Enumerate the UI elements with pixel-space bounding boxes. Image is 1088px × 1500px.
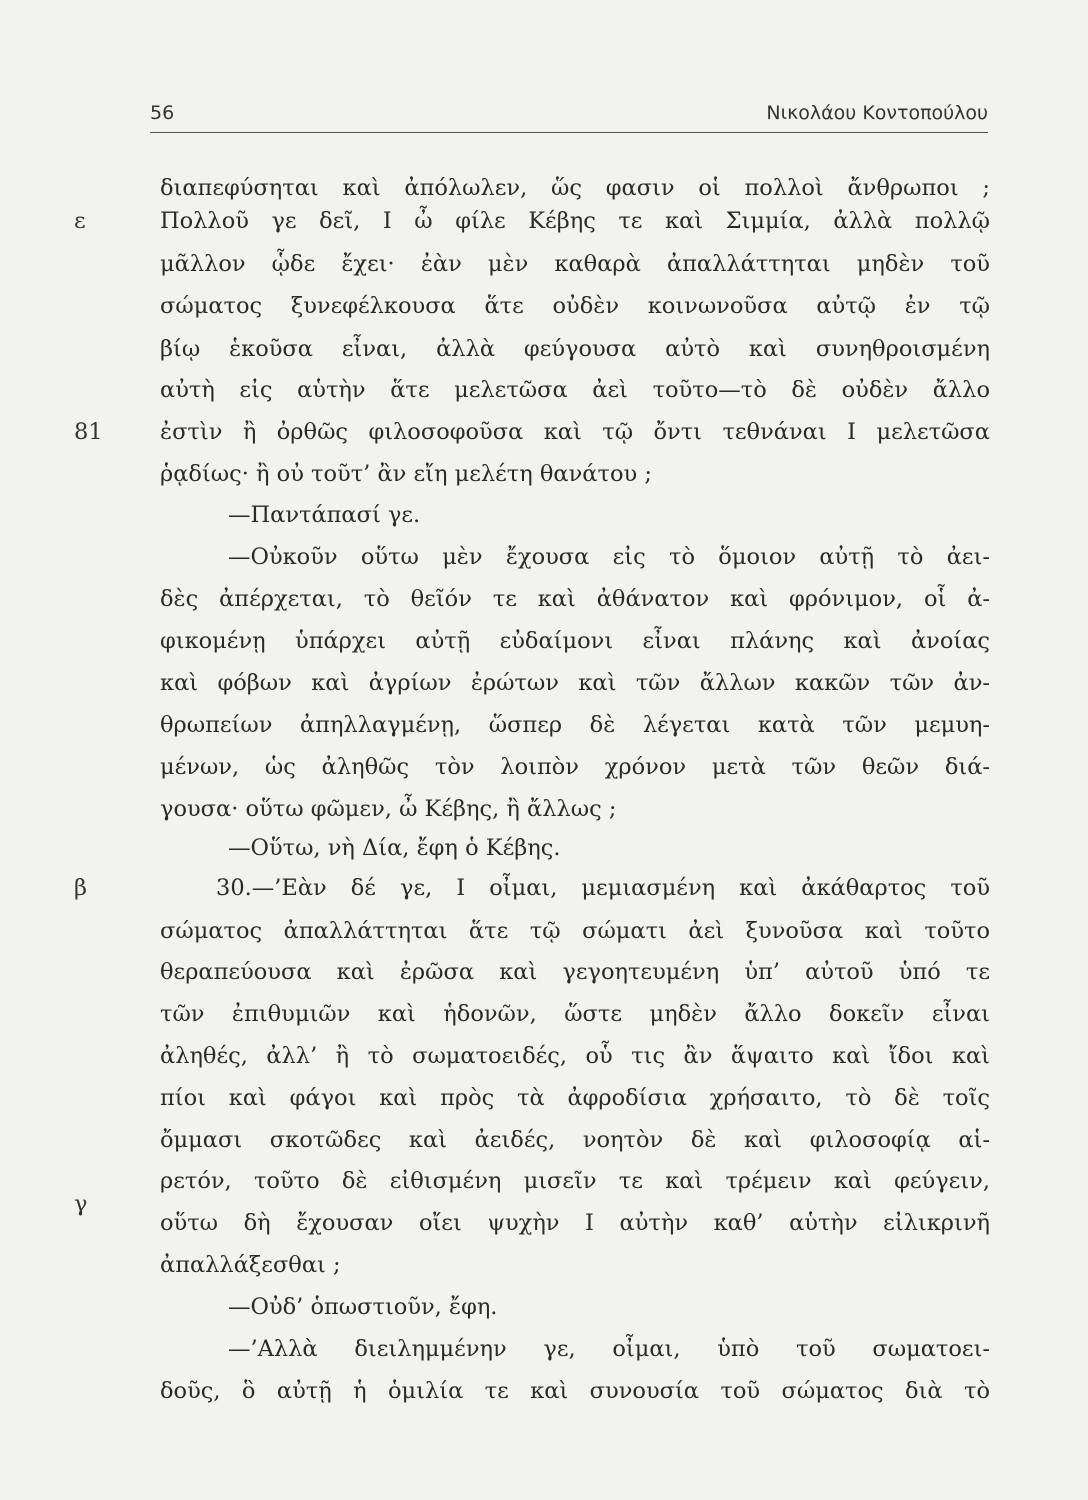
text-line: σώματος ξυνεφέλκουσα ἅτε οὐδὲν κοινωνοῦσα αὐτῷ ἐν τῷ [160, 293, 990, 319]
text-line: καὶ φόβων καὶ ἀγρίων ἐρώτων καὶ τῶν ἄλλων κακῶν τῶν ἀν- [160, 670, 990, 696]
margin-note-epsilon: ε [74, 208, 86, 234]
text-line: τῶν ἐπιθυμιῶν καὶ ἡδονῶν, ὥστε μηδὲν ἄλλο δοκεῖν εἶναι [160, 1001, 990, 1027]
text-line: ἐστὶν ἢ ὀρθῶς φιλοσοφοῦσα καὶ τῷ ὄντι τεθνάναι Ι μελετῶσα [160, 419, 990, 445]
text-line: αὐτὴ εἰς αὑτὴν ἅτε μελετῶσα ἀεὶ τοῦτο—τὸ δὲ οὐδὲν ἄλλο [160, 377, 990, 403]
text-line: μένων, ὡς ἀληθῶς τὸν λοιπὸν χρόνον μετὰ τῶν θεῶν διά- [160, 754, 990, 780]
text-line: ῥᾳδίως· ἢ οὐ τοῦτ’ ἂν εἴη μελέτη θανάτου ; [160, 461, 652, 487]
text-line: Πολλοῦ γε δεῖ, Ι ὦ φίλε Κέβης τε καὶ Σιμμία, ἀλλὰ πολλῷ [160, 208, 990, 234]
margin-note-81: 81 [74, 419, 103, 445]
text-line: γουσα· οὕτω φῶμεν, ὦ Κέβης, ἢ ἄλλως ; [160, 796, 617, 822]
text-line: θεραπεύουσα καὶ ἐρῶσα καὶ γεγοητευμένη ὑπ’ αὐτοῦ ὑπό τε [160, 959, 990, 985]
text-line: δὲς ἀπέρχεται, τὸ θεῖόν τε καὶ ἀθάνατον καὶ φρόνιμον, οἷ ἀ- [160, 586, 990, 612]
text-line: δοῦς, ὃ αὐτῇ ἡ ὁμιλία τε καὶ συνουσία τοῦ σώματος διὰ τὸ [160, 1378, 990, 1404]
running-head: Νικολάου Κοντοπούλου [766, 102, 988, 124]
dialogue-line: —Παντάπασί γε. [228, 502, 421, 528]
dialogue-line: —Οὐκοῦν οὕτω μὲν ἔχουσα εἰς τὸ ὅμοιον αὐτῇ τὸ ἀει- [228, 544, 990, 570]
text-line: φικομένῃ ὑπάρχει αὐτῇ εὐδαίμονι εἶναι πλάνης καὶ ἀνοίας [160, 628, 990, 654]
text-line: ρετόν, τοῦτο δὲ εἰθισμένη μισεῖν τε καὶ τρέμειν καὶ φεύγειν, [160, 1168, 990, 1194]
text-line: σώματος ἀπαλλάττηται ἅτε τῷ σώματι ἀεὶ ξυνοῦσα καὶ τοῦτο [160, 918, 990, 944]
text-line: ὄμμασι σκοτῶδες καὶ ἀειδές, νοητὸν δὲ καὶ φιλοσοφίᾳ αἱ- [160, 1127, 990, 1153]
text-line: θρωπείων ἀπηλλαγμένῃ, ὥσπερ δὲ λέγεται κατὰ τῶν μεμυη- [160, 712, 990, 738]
text-line: μᾶλλον ᾧδε ἔχει· ἐὰν μὲν καθαρὰ ἀπαλλάττηται μηδὲν τοῦ [160, 251, 990, 277]
section-start-line: 30.—’Εὰν δέ γε, Ι οἶμαι, μεμιασμένη καὶ ἀκάθαρτος τοῦ [216, 875, 990, 901]
margin-note-beta: β [74, 875, 88, 901]
text-line: ἀληθές, ἀλλ’ ἢ τὸ σωματοειδές, οὗ τις ἂν ἅψαιτο καὶ ἴδοι καὶ [160, 1043, 990, 1069]
text-line: οὕτω δὴ ἔχουσαν οἴει ψυχὴν Ι αὐτὴν καθ’ αὑτὴν εἰλικρινῆ [160, 1210, 990, 1236]
text-line: ἀπαλλάξεσθαι ; [160, 1252, 341, 1278]
text-line: πίοι καὶ φάγοι καὶ πρὸς τὰ ἀφροδίσια χρήσαιτο, τὸ δὲ τοῖς [160, 1085, 990, 1111]
dialogue-line: —Οὐδ’ ὁπωστιοῦν, ἔφη. [228, 1294, 498, 1320]
dialogue-line: —’Αλλὰ διειλημμένην γε, οἶμαι, ὑπὸ τοῦ σωματοει- [228, 1336, 990, 1362]
margin-note-gamma: γ [74, 1191, 88, 1217]
text-line: διαπεφύσηται καὶ ἀπόλωλεν, ὥς φασιν οἱ πολλοὶ ἄνθρωποι ; [160, 175, 990, 201]
page-number: 56 [150, 102, 175, 124]
dialogue-line: —Οὕτω, νὴ Δία, ἔφη ὁ Κέβης. [228, 835, 561, 861]
text-line: βίῳ ἑκοῦσα εἶναι, ἀλλὰ φεύγουσα αὐτὸ καὶ συνηθροισμένη [160, 336, 990, 362]
